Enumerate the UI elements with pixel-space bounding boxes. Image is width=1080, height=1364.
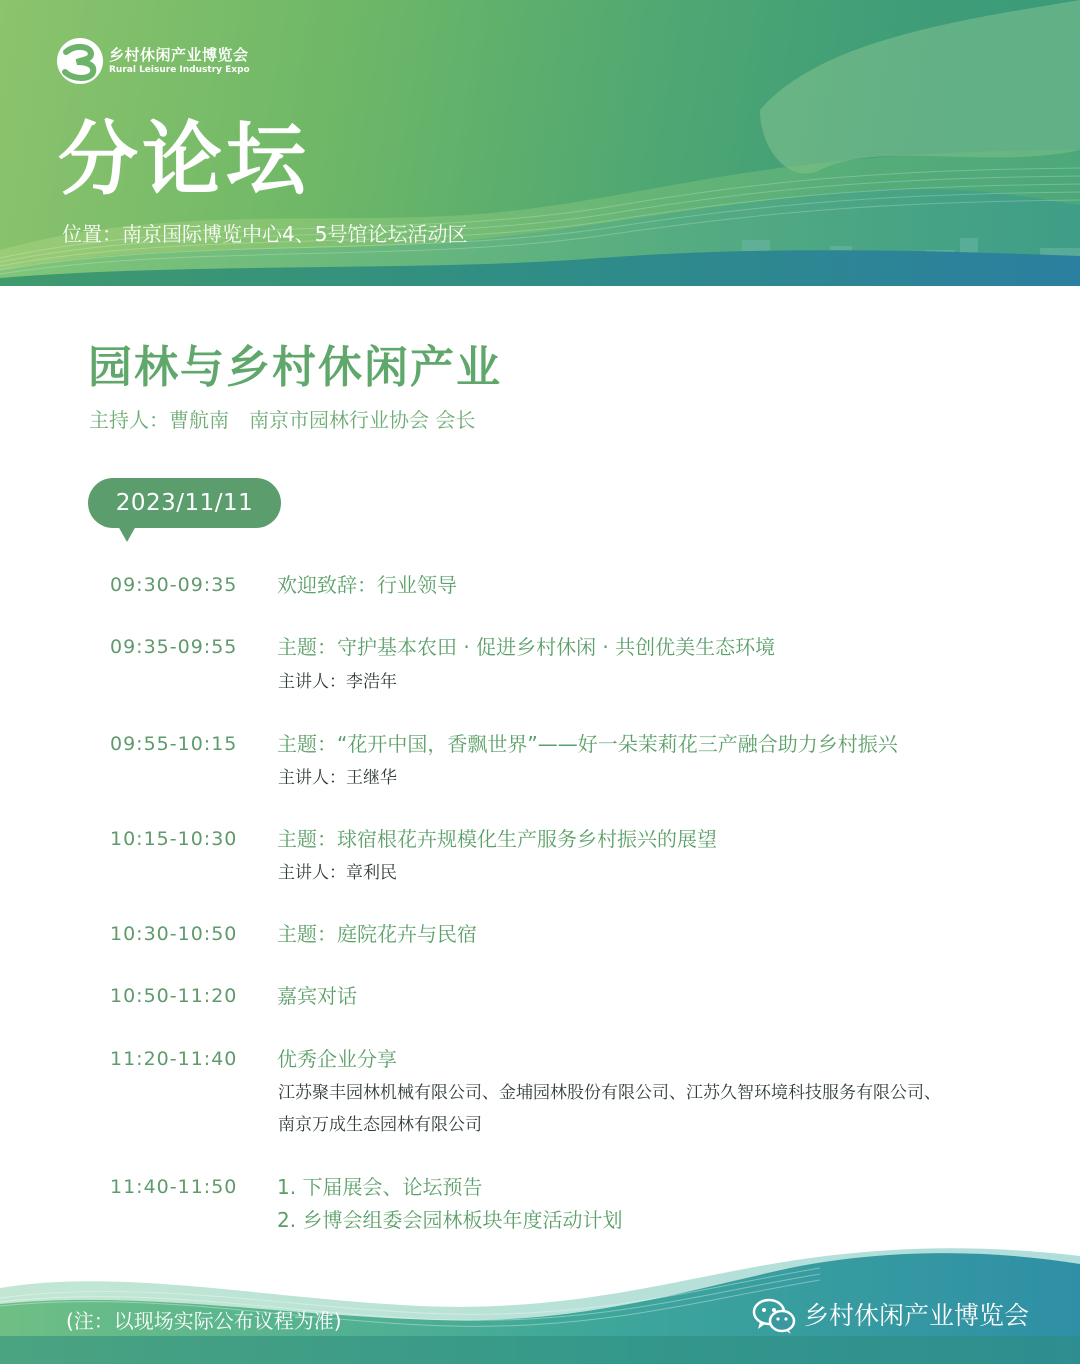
agenda-speaker: 主讲人：章利民	[278, 863, 397, 883]
agenda-topic-secondary: 2. 乡博会组委会园林板块年度活动计划	[277, 1208, 623, 1232]
agenda-speaker: 主讲人：王继华	[278, 768, 397, 788]
session-host: 主持人：曹航南 南京市园林行业协会 会长	[89, 408, 476, 432]
agenda-topic: 主题：球宿根花卉规模化生产服务乡村振兴的展望	[277, 827, 717, 851]
date-badge: 2023/11/11	[88, 478, 281, 528]
venue-location: 位置：南京国际博览中心4、5号馆论坛活动区	[62, 222, 468, 246]
expo-logo-icon	[55, 36, 105, 86]
agenda-topic: 嘉宾对话	[277, 984, 357, 1008]
wechat-icon	[752, 1296, 796, 1336]
agenda-topic: 主题：“花开中国，香飘世界”——好一朵茉莉花三产融合助力乡村振兴	[277, 732, 898, 756]
agenda-disclaimer: (注：以现场实际公布议程为准)	[66, 1309, 342, 1333]
wechat-account	[752, 1296, 1029, 1336]
logo-english-name: Rural Leisure Industry Expo	[109, 65, 250, 75]
agenda-topic: 主题：庭院花卉与民宿	[277, 922, 477, 946]
agenda-topic: 欢迎致辞：行业领导	[277, 573, 457, 597]
date-badge-pointer	[118, 526, 136, 542]
agenda-time: 09:35-09:55	[110, 636, 238, 658]
agenda-speaker: 主讲人：李浩年	[278, 672, 397, 692]
session-title: 园林与乡村休闲产业	[88, 342, 502, 393]
agenda-time: 11:40-11:50	[110, 1176, 238, 1198]
agenda-time: 11:20-11:40	[110, 1048, 238, 1070]
banner-title: 分论坛	[58, 113, 310, 206]
agenda-time: 10:50-11:20	[110, 985, 238, 1007]
wechat-account-name: 乡村休闲产业博览会	[804, 1301, 1030, 1330]
agenda-time: 09:55-10:15	[110, 733, 238, 755]
agenda-time: 09:30-09:35	[110, 574, 238, 596]
agenda-companies-line: 南京万成生态园林有限公司	[278, 1115, 482, 1135]
agenda-topic: 1. 下届展会、论坛预告	[277, 1175, 483, 1199]
agenda-companies-line: 江苏聚丰园林机械有限公司、金埔园林股份有限公司、江苏久智环境科技服务有限公司、	[278, 1083, 941, 1103]
agenda-topic: 优秀企业分享	[277, 1047, 397, 1071]
logo-chinese-name: 乡村休闲产业博览会	[109, 46, 249, 64]
agenda-topic: 主题：守护基本农田 · 促进乡村休闲 · 共创优美生态环境	[277, 635, 776, 659]
header-banner	[0, 0, 1080, 286]
agenda-time: 10:15-10:30	[110, 828, 238, 850]
agenda-time: 10:30-10:50	[110, 923, 238, 945]
expo-logo	[55, 36, 250, 86]
